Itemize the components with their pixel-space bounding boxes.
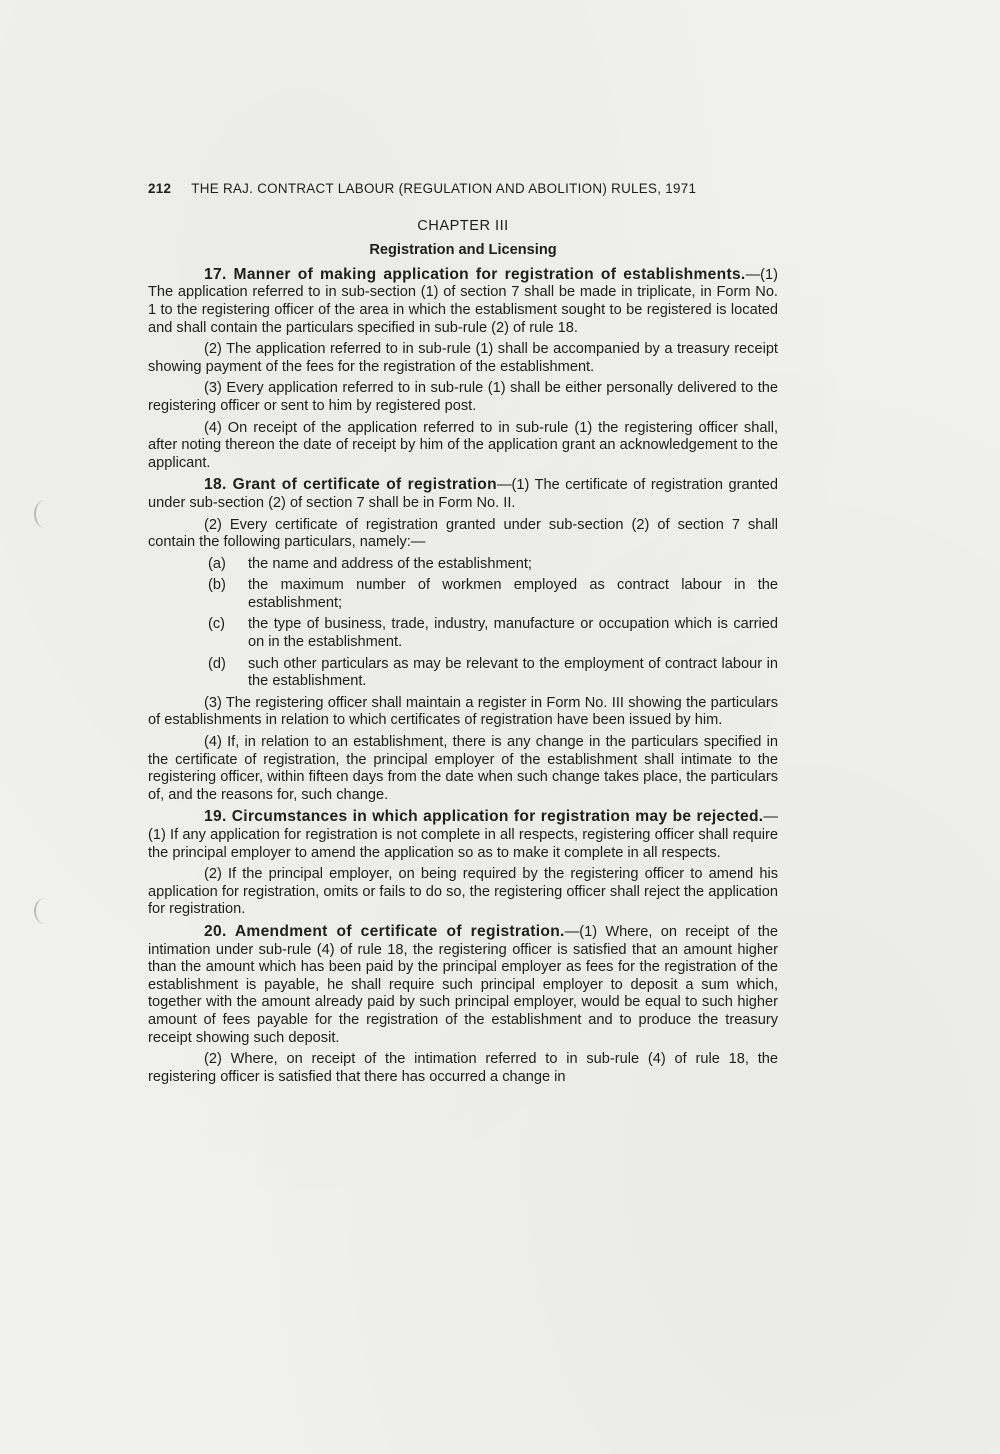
clause-label: (a) — [208, 555, 226, 572]
clause-item — [148, 616, 778, 651]
rule-20-text-1: —(1) Where, on receipt of the intimation under sub-rule (4) of rule 18, the registering officer is satisfied that an amount higher than the amount which has been paid by the principal employer as fees for the registration of the establishment is payable, he shall require such principal employer to deposit a sum which, together with the amount already paid by such principal employer, would be equal to such higher amount of fees payable for the registration of the establishment and to produce the treasury receipt showing such deposit. — [148, 923, 779, 1046]
rule-17-heading: 17. Manner of making application for registration of establishments. — [204, 265, 746, 283]
running-title: THE RAJ. CONTRACT LABOUR (REGULATION AND ABOLITION) RULES, 1971 — [191, 181, 697, 196]
rule-20-para-2: (2) Where, on receipt of the intimation referred to in sub-rule (4) of rule 18, the registering officer is satisfied that there has occurred a change in — [148, 1051, 778, 1085]
running-header — [148, 180, 778, 198]
page-content — [148, 180, 778, 1090]
rule-18-heading: 18. Grant of certificate of registration — [204, 476, 497, 494]
rule-17-para-4: (4) On receipt of the application referred to in sub-rule (1) the registering officer shall, after noting thereon the date of receipt by him of the application grant an acknowledgement to the applicant. — [148, 419, 778, 471]
page-number: 212 — [148, 181, 172, 196]
punch-hole-mark — [34, 500, 56, 528]
clause-item — [148, 556, 778, 574]
rule-17-text-1: —(1) The application referred to in sub-section (1) of section 7 shall be made in triplicate, in Form No. 1 to the registering officer of the area in which the establisment sought to be registered is located and shall contain the particulars specified in sub-rule (2) of rule 18. — [148, 266, 778, 336]
rule-18-clause-list — [148, 556, 778, 691]
rule-19-para-1 — [148, 808, 778, 862]
clause-item — [148, 577, 778, 612]
rule-19-text-1: —(1) If any application for registration is not complete in all respects, registering officer shall require the principal employer to amend the application so as to make it complete in all respects. — [148, 809, 778, 861]
clause-label: (c) — [208, 616, 226, 633]
rule-18-para-3: (3) The registering officer shall maintain a register in Form No. III showing the particulars of establishments in relation to which certificates of registration have been issued by him. — [148, 694, 778, 729]
clause-text: the type of business, trade, industry, manufacture or occupation which is carried on in the establishment. — [248, 616, 778, 651]
rule-18-para-1 — [148, 476, 778, 512]
chapter-number: CHAPTER III — [417, 217, 509, 234]
clause-item — [148, 656, 778, 691]
rule-18-para-4: (4) If, in relation to an establishment, there is any change in the particulars specified in the certificate of registration, the principal employer of the establishment shall intimate to the registering officer, within fifteen days from the date when such change takes place, the particulars of, and the reasons for, such change. — [148, 734, 778, 803]
rule-17-para-2: (2) The application referred to in sub-rule (1) shall be accompanied by a treasury receipt showing payment of the fees for the registration of the establishment. — [148, 341, 778, 375]
punch-hole-mark — [34, 898, 56, 924]
chapter-title: Registration and Licensing — [369, 242, 557, 259]
rule-18-text-1: —(1) The certificate of registration granted under sub-section (2) of section 7 shall be in Form No. II. — [148, 477, 778, 511]
rule-20-heading: 20. Amendment of certificate of registration. — [204, 922, 565, 940]
rule-17-para-3: (3) Every application referred to in sub-rule (1) shall be either personally delivered to the registering officer or sent to him by registered post. — [148, 380, 778, 414]
clause-label: (d) — [208, 655, 226, 672]
rule-19-para-2: (2) If the principal employer, on being required by the registering officer to amend his application for registration, omits or fails to do so, the registering officer shall reject the application for registration. — [148, 866, 778, 918]
rule-18-para-2: (2) Every certificate of registration granted under sub-section (2) of section 7 shall contain the following particulars, namely:— — [148, 516, 778, 551]
clause-text: the maximum number of workmen employed as contract labour in the establishment; — [248, 577, 778, 611]
rule-19-heading: 19. Circumstances in which application for registration may be rejected. — [204, 808, 764, 826]
clause-label: (b) — [208, 577, 226, 594]
rule-20-para-1 — [148, 923, 778, 1047]
clause-text: the name and address of the establishment; — [248, 555, 532, 572]
rule-17-para-1 — [148, 266, 778, 337]
clause-text: such other particulars as may be relevant to the employment of contract labour in the establishment. — [248, 655, 778, 690]
